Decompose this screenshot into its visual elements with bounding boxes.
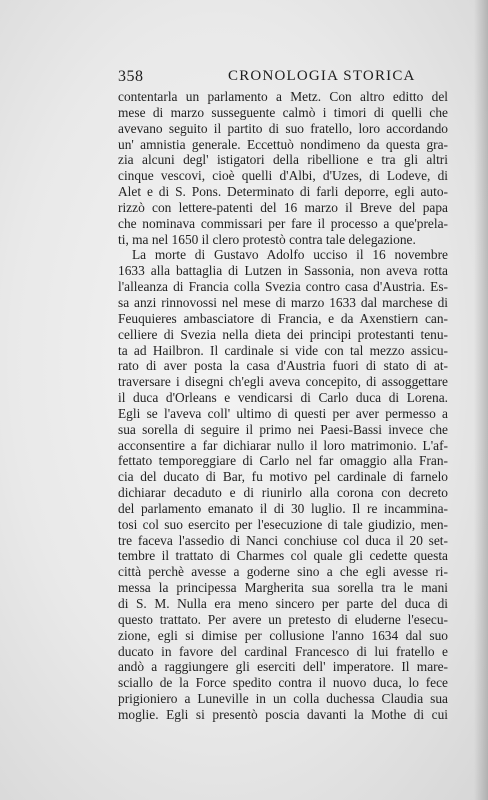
- text-line: messa la principessa Margherita sua sorella tra le mani: [118, 580, 448, 596]
- text-line: rizzò con lettere-patenti del 16 marzo il Breve del papa: [118, 199, 448, 215]
- text-line: fettato temporeggiare di Carlo nel far omaggio alla Fran-: [118, 453, 448, 469]
- text-line: il duca d'Orleans e vendicarsi di Carlo duca di Lorena.: [118, 390, 448, 406]
- text-line: di S. M. Nulla era meno sincero per parte del duca di: [118, 596, 448, 611]
- text-line: tosi col suo esercito per l'esecuzione di tale giudizio, men-: [118, 516, 448, 532]
- paragraph-first-line: La morte di Gustavo Adolfo ucciso il 16 novembre: [132, 247, 448, 263]
- text-line: questo trattato. Per avere un pretesto di eluderne l'esecu-: [118, 611, 448, 627]
- text-line: contentarla un parlamento a Metz. Con altro editto del: [118, 89, 448, 104]
- body-text: [118, 89, 448, 723]
- text-line: l'alleanza di Francia colla Svezia contro casa d'Austria. Es-: [118, 279, 448, 295]
- text-line: andò a raggiungere gli eserciti dell' imperatore. Il mare-: [118, 659, 448, 675]
- running-head: CRONOLOGIA STORICA: [228, 68, 416, 84]
- text-line: tembre il trattato di Charmes col quale gli cedette questa: [118, 548, 448, 564]
- text-line: un' amnistia generale. Eccettuò nondimeno da questa gra-: [118, 136, 448, 152]
- text-line: 1633 alla battaglia di Lutzen in Sassonia, non aveva rotta: [118, 263, 448, 279]
- text-line: ducato in favore del cardinal Francesco di lui fratello e: [118, 643, 448, 659]
- text-line: Feuquieres ambasciatore di Francia, e da Axenstiern can-: [118, 310, 448, 326]
- page-number: 358: [118, 68, 144, 85]
- text-line: tre faceva l'assedio di Nanci conchiuse col duca il 20 set-: [118, 532, 448, 548]
- text-line: città perchè avesse a goderne sino a che egli avesse ri-: [118, 564, 448, 580]
- text-line: traversare i disegni ch'egli aveva concepito, di assoggettare: [118, 374, 448, 390]
- text-line: mese di marzo susseguente calmò i timori di quelli che: [118, 104, 448, 120]
- text-line: del parlamento emanato il di 30 luglio. Il re incammina-: [118, 500, 448, 516]
- text-line: ti, ma nel 1650 il clero protestò contra tale delegazione.: [118, 231, 416, 247]
- text-line: celliere di Svezia nella dieta dei principi protestanti tenu-: [118, 326, 448, 342]
- text-line: cia del ducato di Bar, fu motivo pel cardinale di farnelo: [118, 469, 448, 485]
- text-line: rato di aver posta la casa d'Austria fuori di stato di at-: [118, 358, 448, 374]
- text-line: avevano seguito il partito di suo fratello, loro accordando: [118, 120, 448, 136]
- text-line: acconsentire a far dichiarar nullo il loro matrimonio. L'af-: [118, 437, 448, 453]
- text-line: Egli se l'aveva coll' ultimo di questi per aver permesso a: [118, 405, 448, 421]
- text-line: dichiarar decaduto e di riunirlo alla corona con decreto: [118, 485, 448, 501]
- text-line: ta ad Hailbron. Il cardinale si vide con tal mezzo assicu-: [118, 342, 448, 358]
- text-line: sa anzi rinnovossi nel mese di marzo 1633 dal marchese di: [118, 294, 448, 310]
- text-line: moglie. Egli si presentò poscia davanti la Mothe di cui: [118, 706, 448, 722]
- text-line: zione, egli si dimise per collusione l'anno 1634 dal suo: [118, 627, 448, 643]
- text-line: che nominava commissari per fare il processo a que'prela-: [118, 215, 448, 231]
- text-line: cinque vescovi, cioè quelli d'Albi, d'Uzes, di Lodeve, di: [118, 168, 448, 184]
- text-line: sciallo de la Force spedito contra il nuovo duca, lo fece: [118, 675, 448, 691]
- text-line: prigioniero a Luneville in un colla duchessa Claudia sua: [118, 691, 448, 707]
- page-header: [118, 68, 448, 88]
- text-line: zia alcuni degl' istigatori della ribellione e tra gli altri: [118, 152, 448, 168]
- text-line: sua sorella di seguire il primo nei Paesi-Bassi invece che: [118, 421, 448, 437]
- text-line: Alet e di S. Pons. Determinato di farli deporre, egli auto-: [118, 184, 448, 200]
